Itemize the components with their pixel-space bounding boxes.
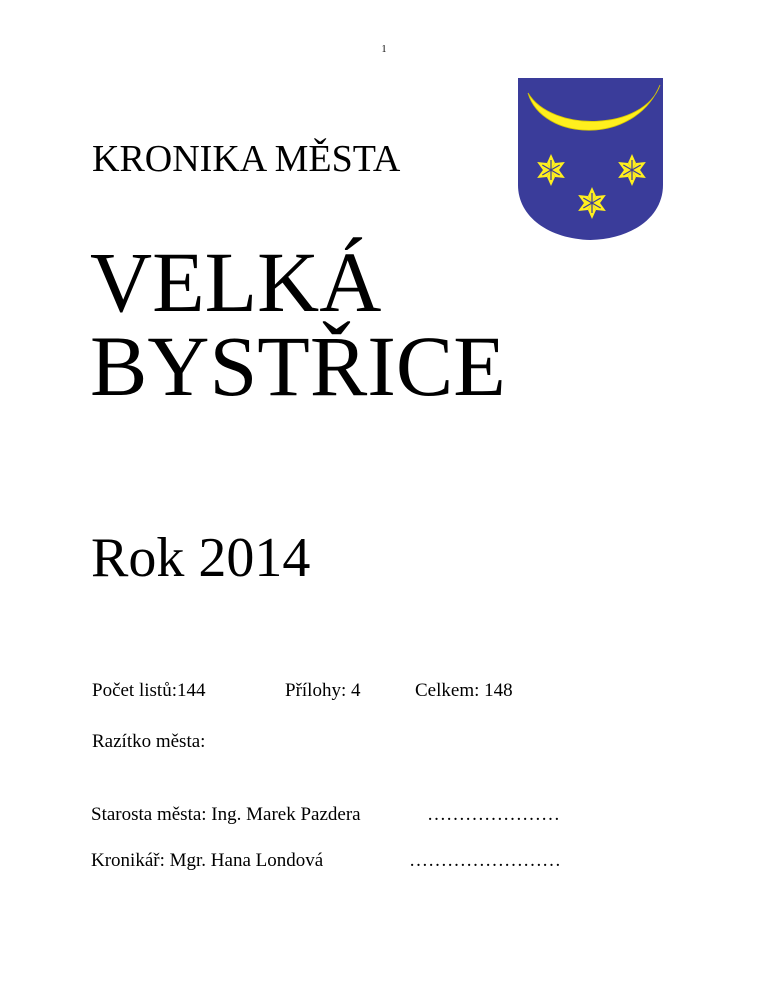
attachment-count: Přílohy: 4	[285, 680, 361, 701]
mayor-signature-dots: …………………	[427, 804, 560, 825]
town-name-line-1: VELKÁ	[90, 234, 382, 330]
mayor-signature-label: Starosta města: Ing. Marek Pazdera	[91, 804, 361, 825]
chronicler-signature-dots: ……………………	[409, 850, 561, 871]
year-title: Rok 2014	[91, 527, 311, 589]
chronicle-title: KRONIKA MĚSTA	[92, 138, 401, 180]
coat-of-arms-icon	[516, 77, 665, 241]
stamp-label: Razítko města:	[92, 731, 206, 752]
town-name	[90, 234, 506, 414]
sheet-count: Počet listů:144	[92, 680, 206, 701]
page-number: 1	[381, 44, 387, 55]
chronicler-signature-label: Kronikář: Mgr. Hana Londová	[91, 850, 324, 871]
total-count: Celkem: 148	[415, 680, 513, 701]
shield-icon	[518, 78, 663, 240]
town-name-line-2: BYSTŘICE	[90, 318, 506, 414]
